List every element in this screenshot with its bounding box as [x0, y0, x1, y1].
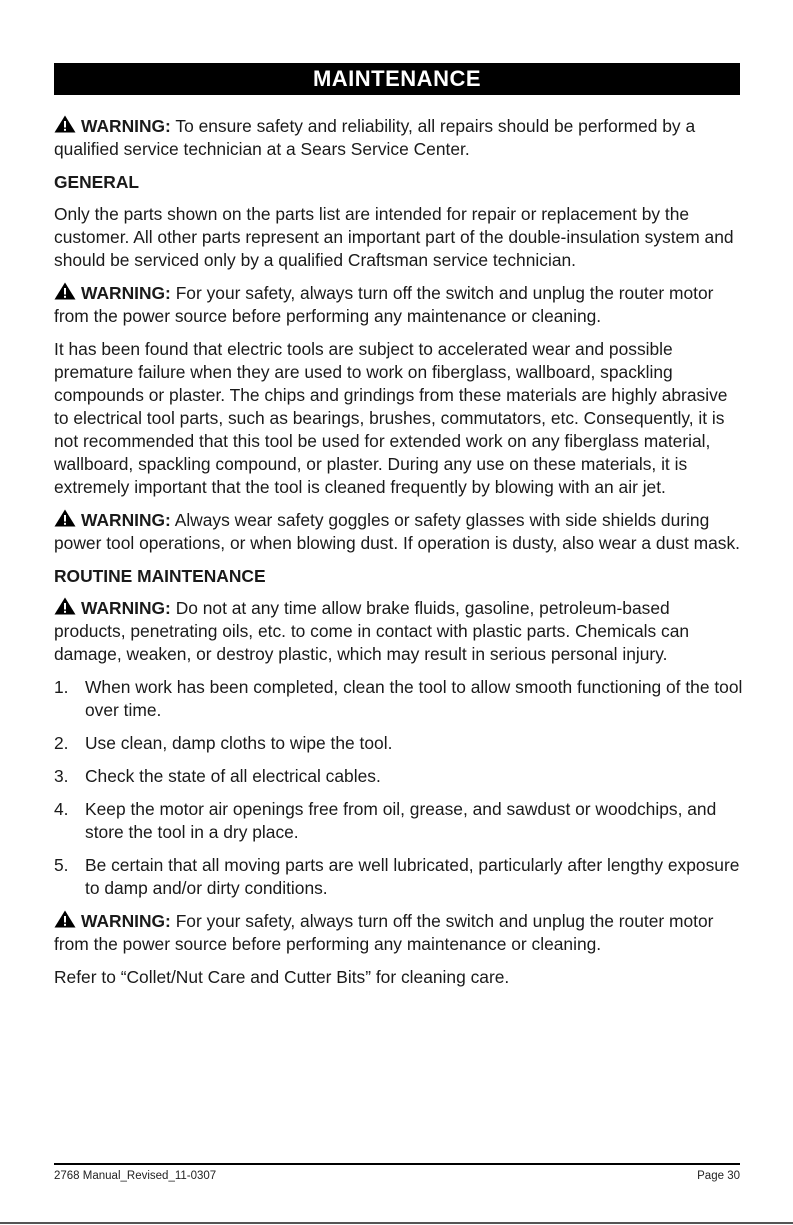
warning-text: For your safety, always turn off the switch and unplug the router motor from the power source before performing any maintenance or cleaning. [54, 283, 714, 326]
reference-note: Refer to “Collet/Nut Care and Cutter Bits” for cleaning care. [54, 967, 510, 987]
step-text: Be certain that all moving parts are well lubricated, particularly after lengthy exposure to damp and/or dirty conditions. [85, 855, 740, 898]
step-text: When work has been completed, clean the tool to allow smooth functioning of the tool over time. [85, 677, 743, 720]
list-item [54, 765, 744, 788]
warning-triangle-icon [54, 597, 78, 615]
warning-label: WARNING: [81, 116, 171, 136]
warning-triangle-icon [54, 115, 78, 133]
section-heading-general: GENERAL [54, 172, 140, 192]
step-number: 1. [54, 677, 69, 697]
footer-document-id: 2768 Manual_Revised_11-0307 [54, 1170, 217, 1182]
step-text: Keep the motor air openings free from oil, grease, and sawdust or woodchips, and store the tool in a dry place. [85, 799, 717, 842]
warning-text: For your safety, always turn off the switch and unplug the router motor from the power source before performing any maintenance or cleaning. [54, 911, 714, 954]
warning-text: Do not at any time allow brake fluids, gasoline, petroleum-based products, penetrating oils, etc. to come in contact with plastic parts. Chemicals can damage, weaken, or destroy plastic, which may result in serious personal injury. [54, 598, 690, 664]
warning-4 [54, 597, 744, 666]
warning-3 [54, 509, 744, 555]
warning-triangle-icon [54, 509, 78, 527]
page-title: MAINTENANCE [54, 63, 740, 95]
warning-label: WARNING: [81, 283, 171, 303]
paragraph: Only the parts shown on the parts list are intended for repair or replacement by the customer. All other parts represent an important part of the double-insulation system and should be serviced only by a qualified Craftsman service technician. [54, 204, 734, 270]
footer-divider [54, 1163, 740, 1165]
warning-text: To ensure safety and reliability, all repairs should be performed by a qualified service technician at a Sears Service Center. [54, 116, 696, 159]
step-number: 5. [54, 855, 69, 875]
warning-1 [54, 115, 744, 161]
warning-label: WARNING: [81, 598, 171, 618]
step-text: Check the state of all electrical cables. [85, 766, 381, 786]
warning-label: WARNING: [81, 510, 171, 530]
maintenance-steps-list [54, 676, 744, 900]
warning-text: Always wear safety goggles or safety glasses with side shields during power tool operations, or when blowing dust. If operation is dusty, also wear a dust mask. [54, 510, 741, 553]
section-heading-routine-maintenance: ROUTINE MAINTENANCE [54, 566, 266, 586]
page-content [54, 115, 744, 999]
list-item [54, 732, 744, 755]
warning-2 [54, 282, 744, 328]
step-number: 3. [54, 766, 69, 786]
step-text: Use clean, damp cloths to wipe the tool. [85, 733, 393, 753]
list-item [54, 676, 744, 722]
step-number: 2. [54, 733, 69, 753]
warning-triangle-icon [54, 910, 78, 928]
footer-page-number: Page 30 [697, 1170, 740, 1182]
warning-triangle-icon [54, 282, 78, 300]
step-number: 4. [54, 799, 69, 819]
warning-label: WARNING: [81, 911, 171, 931]
warning-5 [54, 910, 744, 956]
list-item [54, 854, 744, 900]
list-item [54, 798, 744, 844]
paragraph: It has been found that electric tools are subject to accelerated wear and possible premature failure when they are used to work on fiberglass, wallboard, spackling compounds or plaster. The chips and grindings from these materials are highly abrasive to electrical tool parts, such as bearings, brushes, commutators, etc. Consequently, it is not recommended that this tool be used for extended work on any fiberglass material, wallboard, spackling compound, or plaster. During any use on these materials, it is extremely important that the tool is cleaned frequently by blowing with an air jet. [54, 339, 728, 497]
page-bottom-edge [0, 1222, 793, 1224]
